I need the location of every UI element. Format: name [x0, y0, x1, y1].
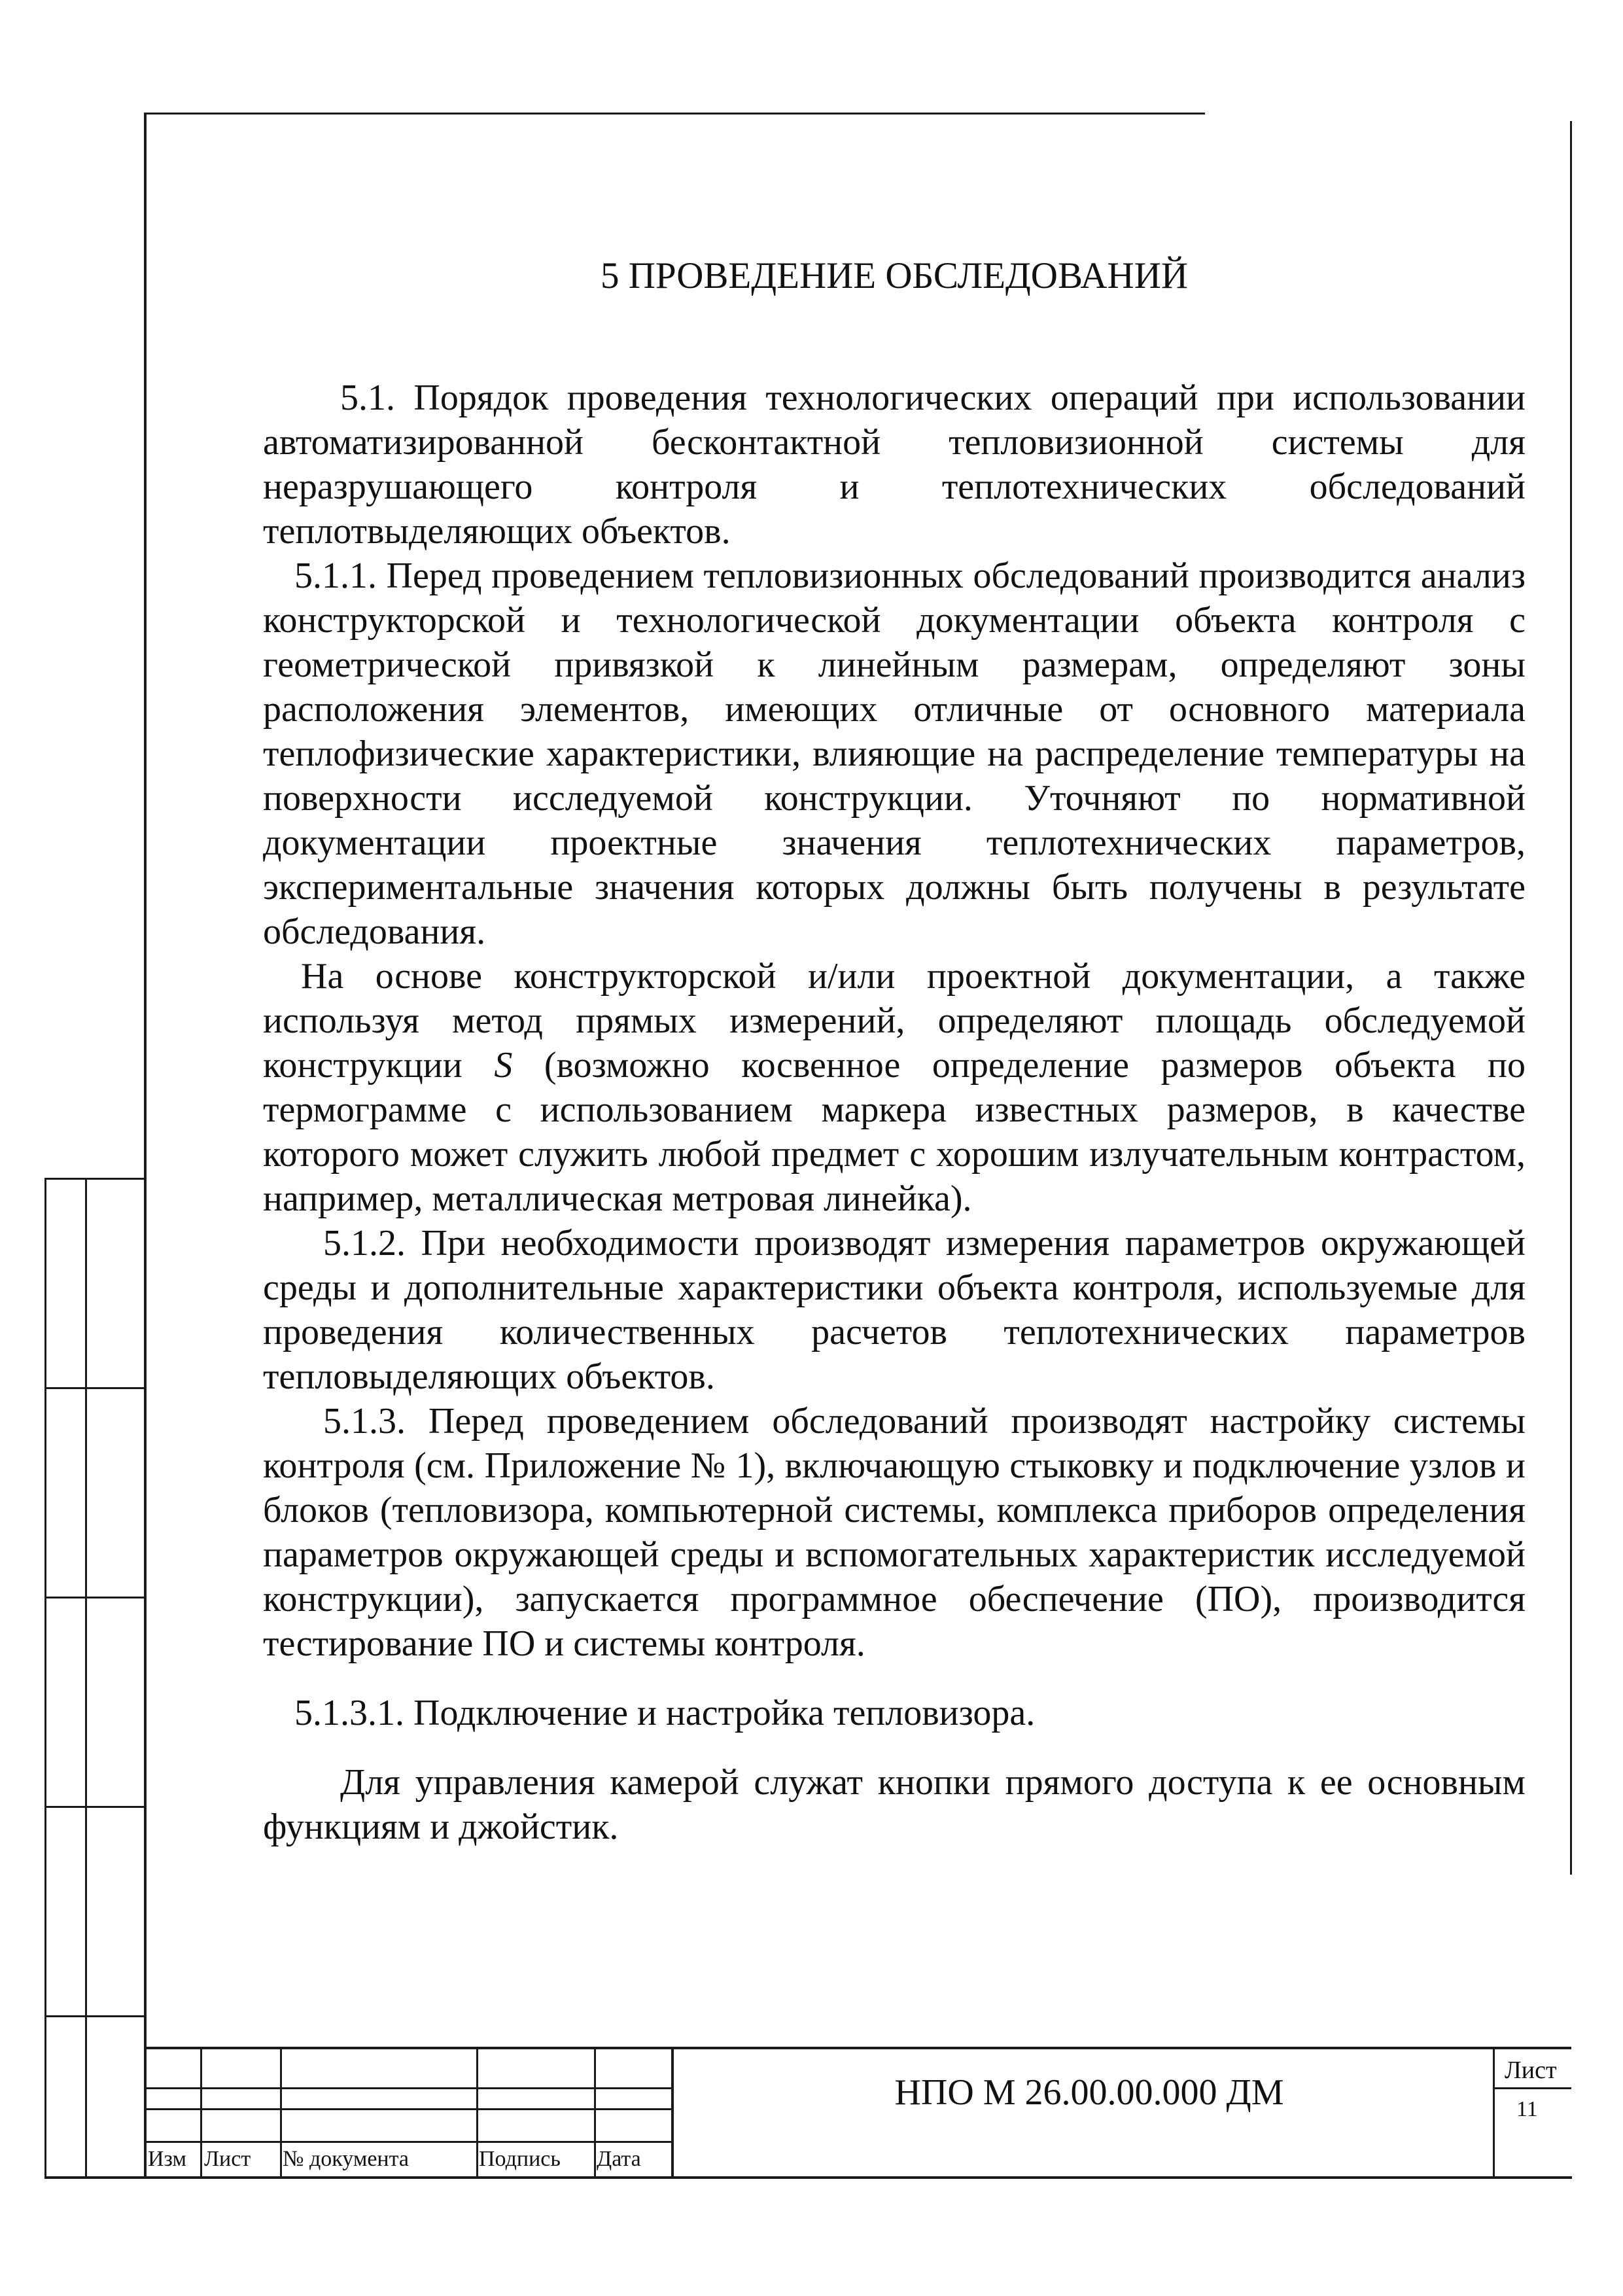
frame-top-line	[145, 113, 1205, 115]
paragraph-camera-controls: Для управления камерой служат кнопки прямого доступа к ее основным функциям и джойстик.	[263, 1762, 1526, 1847]
col-label-change: Изм	[148, 2147, 187, 2171]
paragraph-area-text-end: (возможно косвенное определение размеров объекта по термограмме с использованием маркера известных размеров, в качестве которого может служить любой предмет с хорошим излучательным контрастом, например, металлическая метровая линейка).	[263, 1045, 1526, 1219]
margin-rule	[44, 1178, 146, 1180]
paragraph-area-text-start: На основе конструкторской и/или проектной документации, а также используя метод прямых измерений, определяют площадь обследуемой конструкции	[263, 956, 1526, 1086]
section-heading: 5 ПРОВЕДЕНИЕ ОБСЛЕДОВАНИЙ	[600, 255, 1189, 296]
body-text	[263, 376, 1526, 1849]
sheet-number: 11	[1516, 2097, 1538, 2121]
title-block-col	[476, 2047, 478, 2178]
area-symbol: S	[494, 1045, 513, 1086]
title-block-col	[280, 2047, 282, 2178]
margin-rule	[44, 1387, 146, 1389]
margin-inner-line	[85, 1178, 87, 2178]
paragraph-5-1-3-1: 5.1.3.1. Подключение и настройка тепловизора.	[294, 1693, 1036, 1733]
margin-rule	[44, 2015, 146, 2017]
paragraph-5-1-1: 5.1.1. Перед проведением тепловизионных обследований производится анализ конструкторской и технологической документации объекта контроля с геометрической привязкой к линейным размерам, определяют зоны расположения элементов, имеющих отличные от основного материала теплофизические характеристики, влияющие на распределение температуры на поверхности исследуемой конструкции. Уточняют по нормативной документации проектные значения теплотехнических параметров, экспериментальные значения которых должны быть получены в результате обследования.	[263, 556, 1526, 952]
sheet-label: Лист	[1505, 2057, 1557, 2084]
col-label-sheet: Лист	[204, 2147, 251, 2171]
frame-bottom-line	[44, 2176, 1572, 2179]
title-block-col	[200, 2047, 202, 2178]
paragraph-5-1: 5.1. Порядок проведения технологических операций при использовании автоматизированной бесконтактной тепловизионной системы для неразрушающего контроля и теплотехнических обследований теплотвыделяющих объектов.	[263, 378, 1526, 552]
title-block-top-rule	[144, 2047, 1571, 2049]
paragraph-5-1-3: 5.1.3. Перед проведением обследований производят настройку системы контроля (см. Приложение № 1), включающую стыковку и подключение узлов и блоков (тепловизора, компьютерной системы, комплекса приборов определения параметров окружающей среды и вспомогательных характеристик исследуемой конструкции), запускается программное обеспечение (ПО), производится тестирование ПО и системы контроля.	[263, 1401, 1526, 1664]
paragraph-area-definition	[263, 954, 1526, 1221]
sheet-cell-rule	[1493, 2087, 1571, 2089]
frame-right-line	[1570, 121, 1572, 1875]
paragraph-5-1-2: 5.1.2. При необходимости производят измерения параметров окружающей среды и дополнительные характеристики объекта контроля, используемые для проведения количественных расчетов теплотехнических параметров тепловыделяющих объектов.	[263, 1223, 1526, 1397]
document-code: НПО М 26.00.00.000 ДМ	[894, 2072, 1284, 2113]
col-label-document-number: № документа	[283, 2147, 409, 2171]
margin-rule	[44, 1806, 146, 1808]
frame-left-line	[144, 113, 147, 2177]
col-label-signature: Подпись	[479, 2147, 561, 2171]
title-block-col	[594, 2047, 596, 2178]
margin-outer-line	[44, 1178, 46, 2178]
col-label-date: Дата	[597, 2147, 641, 2171]
margin-rule	[44, 1597, 146, 1598]
